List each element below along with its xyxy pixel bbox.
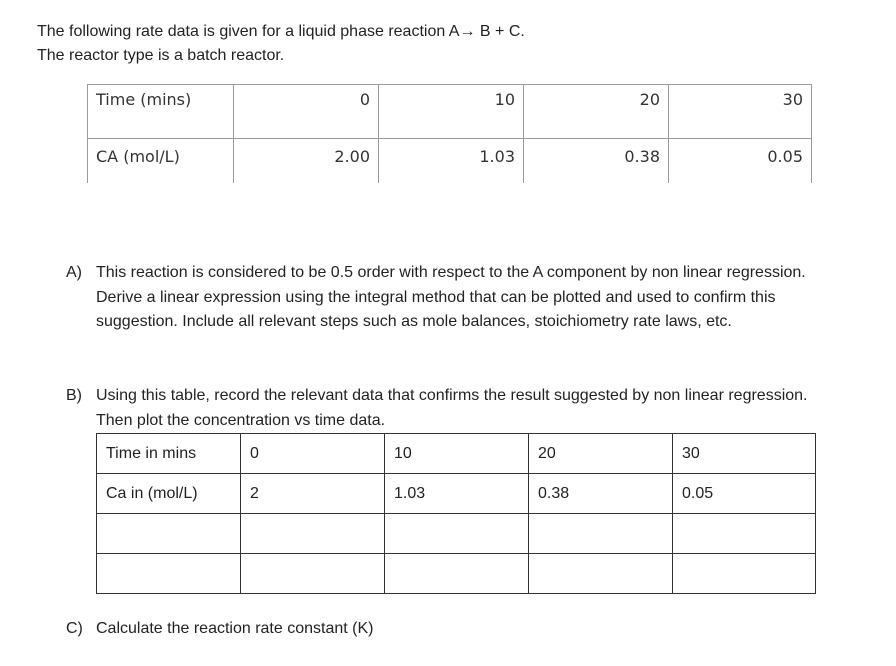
empty-cell bbox=[97, 554, 241, 594]
time-cell: 20 bbox=[524, 85, 669, 139]
empty-cell bbox=[241, 514, 385, 554]
empty-cell bbox=[97, 514, 241, 554]
question-c-letter: C) bbox=[66, 620, 83, 637]
table-cell: Ca in (mol/L) bbox=[97, 474, 241, 514]
time-label-cell: Time (mins) bbox=[88, 85, 234, 139]
question-a-line-2: Derive a linear expression using the integral method that can be plotted and used to confirm this suggestion. Include all relevant steps such as mole balances, stoichiometry rate laws, etc. bbox=[96, 288, 776, 330]
table-cell: 10 bbox=[385, 434, 529, 474]
empty-cell bbox=[241, 554, 385, 594]
table-cell: 20 bbox=[529, 434, 673, 474]
table-cell: 2 bbox=[241, 474, 385, 514]
question-b bbox=[66, 384, 826, 433]
empty-cell bbox=[385, 554, 529, 594]
table-cell: 0 bbox=[241, 434, 385, 474]
time-cell: 10 bbox=[379, 85, 524, 139]
concentration-cell: 0.38 bbox=[524, 139, 669, 183]
time-cell: 0 bbox=[234, 85, 379, 139]
rate-data-concentration-row bbox=[88, 139, 812, 183]
question-b-letter: B) bbox=[66, 387, 82, 404]
table-cell: 1.03 bbox=[385, 474, 529, 514]
concentration-cell: 2.00 bbox=[234, 139, 379, 183]
question-b-text: Using this table, record the relevant data that confirms the result suggested by non linear regression. Then plot the concentration vs time data. bbox=[96, 387, 808, 429]
concentration-cell: 1.03 bbox=[379, 139, 524, 183]
table-row bbox=[97, 514, 816, 554]
intro-line-2: The reactor type is a batch reactor. bbox=[37, 47, 285, 64]
table-row bbox=[97, 474, 816, 514]
empty-cell bbox=[529, 514, 673, 554]
empty-cell bbox=[385, 514, 529, 554]
table-row bbox=[97, 434, 816, 474]
intro-text bbox=[37, 20, 525, 68]
empty-cell bbox=[529, 554, 673, 594]
rate-data-header-row bbox=[88, 85, 812, 139]
question-a-letter: A) bbox=[66, 264, 82, 281]
table-cell: Time in mins bbox=[97, 434, 241, 474]
question-a bbox=[66, 261, 826, 335]
concentration-label-cell: CA (mol/L) bbox=[88, 139, 234, 183]
table-cell: 0.05 bbox=[673, 474, 816, 514]
question-c-text: Calculate the reaction rate constant (K) bbox=[96, 620, 374, 637]
table-cell: 0.38 bbox=[529, 474, 673, 514]
empty-cell bbox=[673, 514, 816, 554]
intro-line-1: The following rate data is given for a liquid phase reaction A→ B + C. bbox=[37, 23, 525, 40]
rate-data-table bbox=[87, 84, 812, 183]
question-c bbox=[66, 617, 826, 642]
table-row bbox=[97, 554, 816, 594]
empty-cell bbox=[673, 554, 816, 594]
concentration-cell: 0.05 bbox=[669, 139, 812, 183]
question-a-line-1: This reaction is considered to be 0.5 order with respect to the A component by non linear regression. bbox=[96, 264, 806, 281]
table-cell: 30 bbox=[673, 434, 816, 474]
record-data-table bbox=[96, 433, 816, 594]
time-cell: 30 bbox=[669, 85, 812, 139]
